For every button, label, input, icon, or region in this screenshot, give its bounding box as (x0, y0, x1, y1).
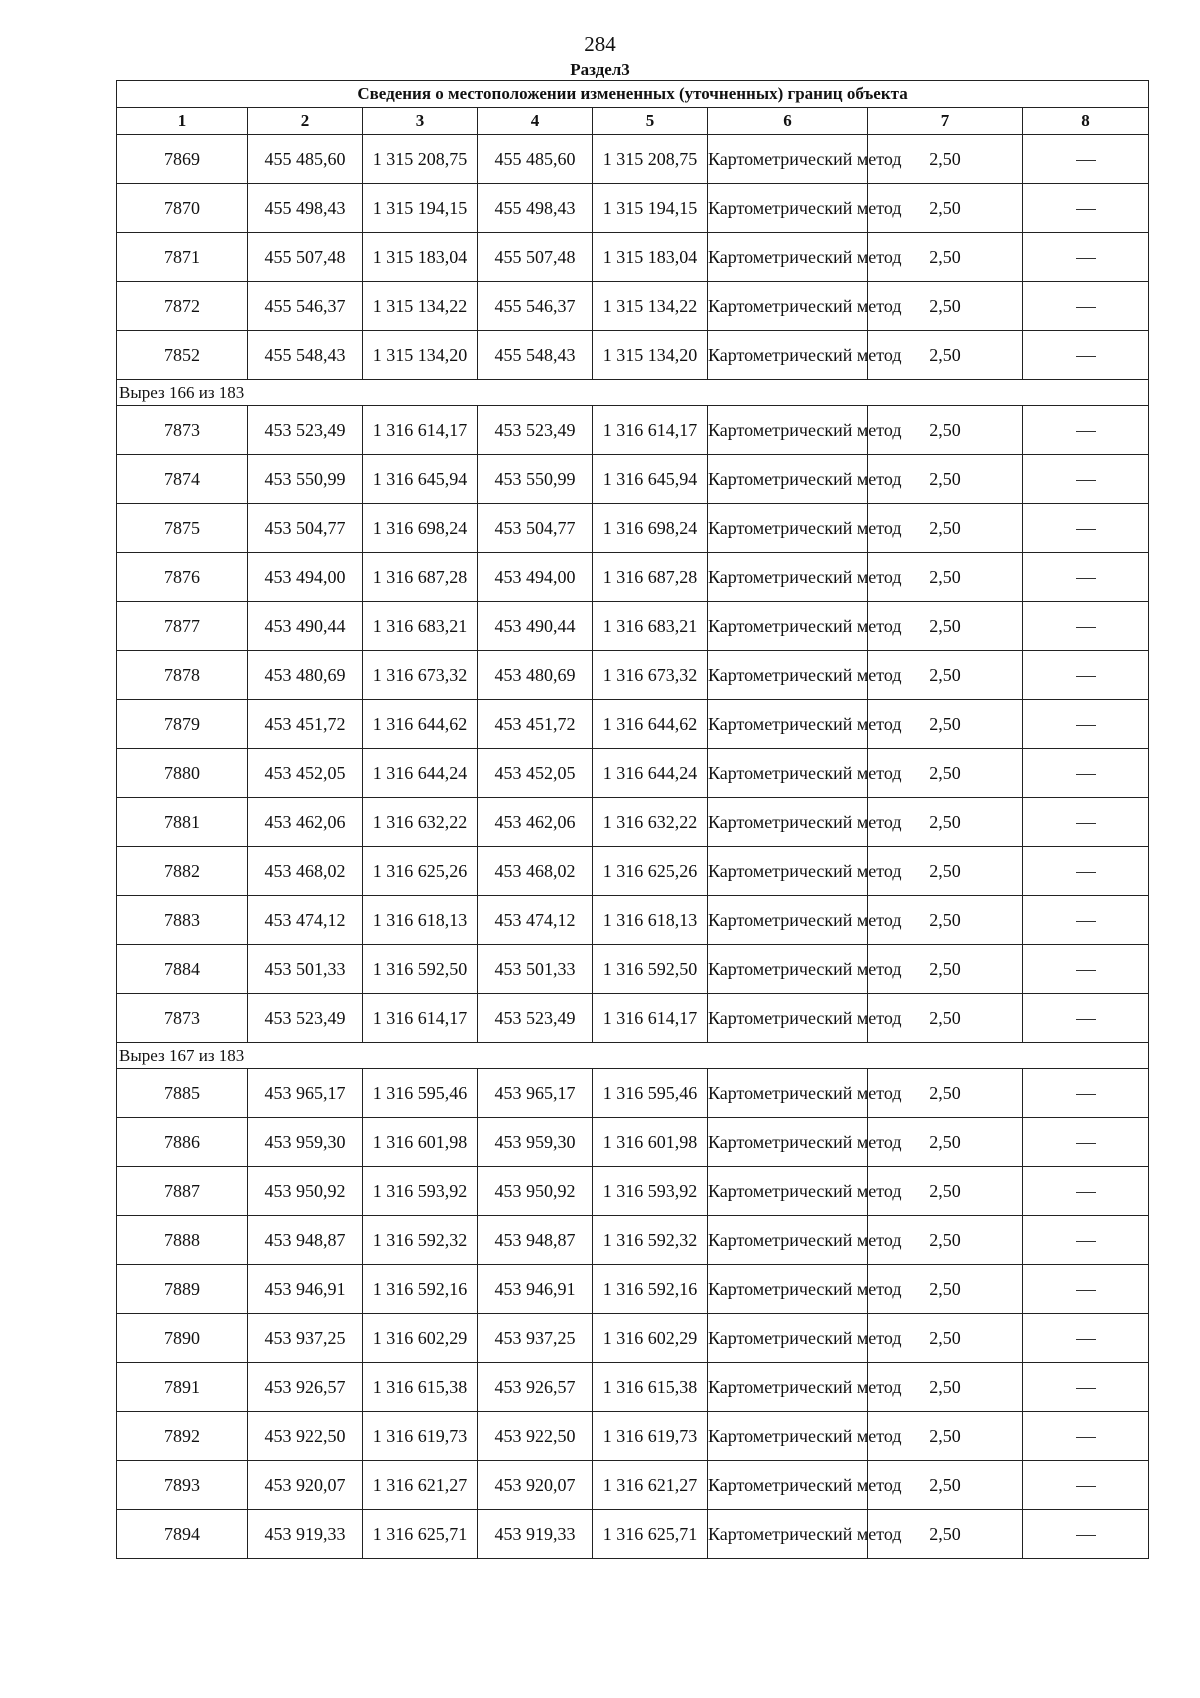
existing-x: 455 498,43 (248, 184, 363, 233)
method: Картометрический метод (708, 1314, 868, 1363)
accuracy: 2,50 (868, 1363, 1023, 1412)
point-id: 7884 (117, 945, 248, 994)
new-y: 1 316 619,73 (593, 1412, 708, 1461)
point-id: 7872 (117, 282, 248, 331)
point-id: 7883 (117, 896, 248, 945)
method: Картометрический метод (708, 1216, 868, 1265)
method: Картометрический метод (708, 651, 868, 700)
column-number: 6 (708, 108, 868, 135)
table-row (117, 602, 1149, 651)
new-y: 1 316 683,21 (593, 602, 708, 651)
empty-cell (1023, 553, 1149, 602)
point-id: 7885 (117, 1069, 248, 1118)
existing-x: 453 946,91 (248, 1265, 363, 1314)
existing-y: 1 316 595,46 (363, 1069, 478, 1118)
dash-mark (1076, 823, 1096, 824)
point-id: 7879 (117, 700, 248, 749)
empty-cell (1023, 700, 1149, 749)
accuracy: 2,50 (868, 1510, 1023, 1559)
table-row (117, 896, 1149, 945)
existing-x: 453 922,50 (248, 1412, 363, 1461)
new-y: 1 316 644,62 (593, 700, 708, 749)
method: Картометрический метод (708, 406, 868, 455)
existing-y: 1 316 619,73 (363, 1412, 478, 1461)
accuracy: 2,50 (868, 184, 1023, 233)
new-x: 453 451,72 (478, 700, 593, 749)
new-y: 1 315 194,15 (593, 184, 708, 233)
method: Картометрический метод (708, 135, 868, 184)
method: Картометрический метод (708, 602, 868, 651)
dash-mark (1076, 1241, 1096, 1242)
new-y: 1 316 614,17 (593, 406, 708, 455)
new-x: 455 498,43 (478, 184, 593, 233)
empty-cell (1023, 994, 1149, 1043)
group-label: Вырез 166 из 183 (117, 380, 1149, 406)
new-x: 453 946,91 (478, 1265, 593, 1314)
dash-mark (1076, 209, 1096, 210)
dash-mark (1076, 627, 1096, 628)
column-number: 3 (363, 108, 478, 135)
accuracy: 2,50 (868, 994, 1023, 1043)
new-x: 453 494,00 (478, 553, 593, 602)
dash-mark (1076, 258, 1096, 259)
empty-cell (1023, 455, 1149, 504)
point-id: 7871 (117, 233, 248, 282)
dash-mark (1076, 970, 1096, 971)
accuracy: 2,50 (868, 651, 1023, 700)
empty-cell (1023, 1216, 1149, 1265)
new-x: 455 507,48 (478, 233, 593, 282)
new-y: 1 316 592,16 (593, 1265, 708, 1314)
existing-x: 453 490,44 (248, 602, 363, 651)
dash-mark (1076, 1143, 1096, 1144)
dash-mark (1076, 356, 1096, 357)
existing-x: 453 965,17 (248, 1069, 363, 1118)
method: Картометрический метод (708, 700, 868, 749)
method: Картометрический метод (708, 1363, 868, 1412)
point-id: 7888 (117, 1216, 248, 1265)
point-id: 7881 (117, 798, 248, 847)
new-x: 453 501,33 (478, 945, 593, 994)
dash-mark (1076, 307, 1096, 308)
method: Картометрический метод (708, 1412, 868, 1461)
point-id: 7878 (117, 651, 248, 700)
column-number: 4 (478, 108, 593, 135)
accuracy: 2,50 (868, 135, 1023, 184)
existing-y: 1 316 644,24 (363, 749, 478, 798)
existing-y: 1 316 592,32 (363, 1216, 478, 1265)
empty-cell (1023, 1069, 1149, 1118)
new-x: 455 548,43 (478, 331, 593, 380)
new-y: 1 316 592,50 (593, 945, 708, 994)
existing-x: 453 523,49 (248, 406, 363, 455)
table-body (117, 81, 1149, 1559)
existing-y: 1 315 134,22 (363, 282, 478, 331)
dash-mark (1076, 725, 1096, 726)
existing-x: 453 523,49 (248, 994, 363, 1043)
new-x: 453 919,33 (478, 1510, 593, 1559)
column-number: 5 (593, 108, 708, 135)
existing-y: 1 316 592,50 (363, 945, 478, 994)
existing-x: 453 462,06 (248, 798, 363, 847)
new-y: 1 315 134,20 (593, 331, 708, 380)
point-id: 7890 (117, 1314, 248, 1363)
method: Картометрический метод (708, 847, 868, 896)
empty-cell (1023, 1167, 1149, 1216)
new-x: 453 523,49 (478, 994, 593, 1043)
dash-mark (1076, 1019, 1096, 1020)
table-row (117, 847, 1149, 896)
existing-y: 1 316 614,17 (363, 406, 478, 455)
new-x: 453 959,30 (478, 1118, 593, 1167)
table-row (117, 184, 1149, 233)
accuracy: 2,50 (868, 945, 1023, 994)
existing-x: 455 507,48 (248, 233, 363, 282)
empty-cell (1023, 1118, 1149, 1167)
table-row (117, 749, 1149, 798)
table-row (117, 945, 1149, 994)
new-y: 1 316 621,27 (593, 1461, 708, 1510)
table-row (117, 1314, 1149, 1363)
point-id: 7873 (117, 406, 248, 455)
point-id: 7852 (117, 331, 248, 380)
existing-y: 1 316 698,24 (363, 504, 478, 553)
accuracy: 2,50 (868, 553, 1023, 602)
table-row (117, 233, 1149, 282)
new-x: 455 485,60 (478, 135, 593, 184)
new-y: 1 316 625,26 (593, 847, 708, 896)
column-number: 2 (248, 108, 363, 135)
accuracy: 2,50 (868, 1216, 1023, 1265)
point-id: 7882 (117, 847, 248, 896)
empty-cell (1023, 331, 1149, 380)
existing-x: 453 926,57 (248, 1363, 363, 1412)
dash-mark (1076, 1192, 1096, 1193)
dash-mark (1076, 1388, 1096, 1389)
accuracy: 2,50 (868, 896, 1023, 945)
existing-x: 453 919,33 (248, 1510, 363, 1559)
table-row (117, 1069, 1149, 1118)
point-id: 7886 (117, 1118, 248, 1167)
new-y: 1 316 687,28 (593, 553, 708, 602)
new-y: 1 315 208,75 (593, 135, 708, 184)
existing-x: 453 948,87 (248, 1216, 363, 1265)
point-id: 7891 (117, 1363, 248, 1412)
method: Картометрический метод (708, 945, 868, 994)
method: Картометрический метод (708, 1167, 868, 1216)
accuracy: 2,50 (868, 331, 1023, 380)
page-number: 284 (584, 32, 616, 56)
accuracy: 2,50 (868, 1461, 1023, 1510)
dash-mark (1076, 1290, 1096, 1291)
method: Картометрический метод (708, 798, 868, 847)
coordinates-table (116, 80, 1149, 1559)
table-row (117, 1510, 1149, 1559)
empty-cell (1023, 1265, 1149, 1314)
existing-y: 1 316 687,28 (363, 553, 478, 602)
dash-mark (1076, 578, 1096, 579)
dash-mark (1076, 1339, 1096, 1340)
method: Картометрический метод (708, 1510, 868, 1559)
existing-y: 1 316 645,94 (363, 455, 478, 504)
existing-x: 453 452,05 (248, 749, 363, 798)
existing-y: 1 315 194,15 (363, 184, 478, 233)
existing-x: 453 937,25 (248, 1314, 363, 1363)
table-row (117, 1412, 1149, 1461)
dash-mark (1076, 921, 1096, 922)
new-x: 453 965,17 (478, 1069, 593, 1118)
method: Картометрический метод (708, 455, 868, 504)
table-row (117, 282, 1149, 331)
point-id: 7893 (117, 1461, 248, 1510)
existing-x: 453 504,77 (248, 504, 363, 553)
existing-x: 453 480,69 (248, 651, 363, 700)
new-x: 455 546,37 (478, 282, 593, 331)
dash-mark (1076, 774, 1096, 775)
existing-x: 455 548,43 (248, 331, 363, 380)
empty-cell (1023, 749, 1149, 798)
method: Картометрический метод (708, 282, 868, 331)
group-header-row (117, 1043, 1149, 1069)
new-y: 1 316 593,92 (593, 1167, 708, 1216)
empty-cell (1023, 1314, 1149, 1363)
existing-y: 1 316 592,16 (363, 1265, 478, 1314)
accuracy: 2,50 (868, 1314, 1023, 1363)
point-id: 7870 (117, 184, 248, 233)
table-caption-row (117, 81, 1149, 108)
existing-x: 453 950,92 (248, 1167, 363, 1216)
existing-x: 453 550,99 (248, 455, 363, 504)
empty-cell (1023, 406, 1149, 455)
empty-cell (1023, 504, 1149, 553)
dash-mark (1076, 1437, 1096, 1438)
new-x: 453 490,44 (478, 602, 593, 651)
new-x: 453 948,87 (478, 1216, 593, 1265)
dash-mark (1076, 1486, 1096, 1487)
empty-cell (1023, 798, 1149, 847)
empty-cell (1023, 945, 1149, 994)
new-y: 1 316 618,13 (593, 896, 708, 945)
new-y: 1 316 614,17 (593, 994, 708, 1043)
accuracy: 2,50 (868, 1069, 1023, 1118)
dash-mark (1076, 872, 1096, 873)
dash-mark (1076, 676, 1096, 677)
existing-y: 1 315 183,04 (363, 233, 478, 282)
new-y: 1 316 602,29 (593, 1314, 708, 1363)
accuracy: 2,50 (868, 847, 1023, 896)
existing-x: 455 485,60 (248, 135, 363, 184)
new-x: 453 937,25 (478, 1314, 593, 1363)
existing-x: 453 474,12 (248, 896, 363, 945)
existing-x: 455 546,37 (248, 282, 363, 331)
accuracy: 2,50 (868, 1118, 1023, 1167)
new-x: 453 504,77 (478, 504, 593, 553)
existing-x: 453 451,72 (248, 700, 363, 749)
new-y: 1 316 615,38 (593, 1363, 708, 1412)
accuracy: 2,50 (868, 749, 1023, 798)
new-y: 1 316 644,24 (593, 749, 708, 798)
existing-y: 1 316 602,29 (363, 1314, 478, 1363)
new-y: 1 316 698,24 (593, 504, 708, 553)
accuracy: 2,50 (868, 1412, 1023, 1461)
new-x: 453 523,49 (478, 406, 593, 455)
existing-y: 1 315 134,20 (363, 331, 478, 380)
existing-x: 453 959,30 (248, 1118, 363, 1167)
table-row (117, 406, 1149, 455)
empty-cell (1023, 1461, 1149, 1510)
table-row (117, 1461, 1149, 1510)
new-x: 453 922,50 (478, 1412, 593, 1461)
point-id: 7869 (117, 135, 248, 184)
table-row (117, 504, 1149, 553)
point-id: 7876 (117, 553, 248, 602)
dash-mark (1076, 160, 1096, 161)
dash-mark (1076, 1094, 1096, 1095)
new-y: 1 316 632,22 (593, 798, 708, 847)
empty-cell (1023, 282, 1149, 331)
existing-y: 1 316 632,22 (363, 798, 478, 847)
point-id: 7874 (117, 455, 248, 504)
table-row (117, 553, 1149, 602)
new-x: 453 468,02 (478, 847, 593, 896)
new-x: 453 920,07 (478, 1461, 593, 1510)
existing-y: 1 316 618,13 (363, 896, 478, 945)
table-row (117, 1363, 1149, 1412)
new-x: 453 452,05 (478, 749, 593, 798)
existing-y: 1 316 625,26 (363, 847, 478, 896)
table-row (117, 1167, 1149, 1216)
empty-cell (1023, 1363, 1149, 1412)
method: Картометрический метод (708, 504, 868, 553)
accuracy: 2,50 (868, 700, 1023, 749)
new-y: 1 315 134,22 (593, 282, 708, 331)
new-x: 453 950,92 (478, 1167, 593, 1216)
table-row (117, 135, 1149, 184)
existing-y: 1 316 625,71 (363, 1510, 478, 1559)
empty-cell (1023, 602, 1149, 651)
method: Картометрический метод (708, 749, 868, 798)
empty-cell (1023, 135, 1149, 184)
section-title: Раздел3 (570, 60, 630, 79)
new-y: 1 316 595,46 (593, 1069, 708, 1118)
method: Картометрический метод (708, 331, 868, 380)
empty-cell (1023, 1510, 1149, 1559)
empty-cell (1023, 896, 1149, 945)
accuracy: 2,50 (868, 455, 1023, 504)
existing-y: 1 316 673,32 (363, 651, 478, 700)
existing-y: 1 316 593,92 (363, 1167, 478, 1216)
point-id: 7875 (117, 504, 248, 553)
existing-x: 453 468,02 (248, 847, 363, 896)
existing-x: 453 501,33 (248, 945, 363, 994)
new-x: 453 926,57 (478, 1363, 593, 1412)
method: Картометрический метод (708, 1461, 868, 1510)
existing-x: 453 494,00 (248, 553, 363, 602)
accuracy: 2,50 (868, 504, 1023, 553)
new-x: 453 462,06 (478, 798, 593, 847)
new-y: 1 316 673,32 (593, 651, 708, 700)
dash-mark (1076, 1535, 1096, 1536)
existing-y: 1 316 614,17 (363, 994, 478, 1043)
table-caption: Сведения о местоположении измененных (уточненных) границ объекта (117, 81, 1149, 108)
empty-cell (1023, 184, 1149, 233)
point-id: 7880 (117, 749, 248, 798)
empty-cell (1023, 1412, 1149, 1461)
table-row (117, 651, 1149, 700)
existing-y: 1 316 621,27 (363, 1461, 478, 1510)
method: Картометрический метод (708, 896, 868, 945)
existing-y: 1 316 615,38 (363, 1363, 478, 1412)
point-id: 7889 (117, 1265, 248, 1314)
table-row (117, 455, 1149, 504)
table-row (117, 700, 1149, 749)
point-id: 7877 (117, 602, 248, 651)
dash-mark (1076, 529, 1096, 530)
empty-cell (1023, 233, 1149, 282)
dash-mark (1076, 431, 1096, 432)
existing-x: 453 920,07 (248, 1461, 363, 1510)
group-header-row (117, 380, 1149, 406)
dash-mark (1076, 480, 1096, 481)
existing-y: 1 316 601,98 (363, 1118, 478, 1167)
table-row (117, 1118, 1149, 1167)
column-number: 1 (117, 108, 248, 135)
point-id: 7892 (117, 1412, 248, 1461)
group-label: Вырез 167 из 183 (117, 1043, 1149, 1069)
method: Картометрический метод (708, 553, 868, 602)
new-y: 1 316 625,71 (593, 1510, 708, 1559)
column-number: 7 (868, 108, 1023, 135)
empty-cell (1023, 847, 1149, 896)
table-row (117, 994, 1149, 1043)
new-x: 453 474,12 (478, 896, 593, 945)
point-id: 7887 (117, 1167, 248, 1216)
accuracy: 2,50 (868, 798, 1023, 847)
table-row (117, 798, 1149, 847)
new-y: 1 316 592,32 (593, 1216, 708, 1265)
point-id: 7873 (117, 994, 248, 1043)
table-row (117, 1216, 1149, 1265)
existing-y: 1 316 644,62 (363, 700, 478, 749)
new-y: 1 315 183,04 (593, 233, 708, 282)
method: Картометрический метод (708, 184, 868, 233)
accuracy: 2,50 (868, 406, 1023, 455)
accuracy: 2,50 (868, 233, 1023, 282)
table-row (117, 1265, 1149, 1314)
point-id: 7894 (117, 1510, 248, 1559)
accuracy: 2,50 (868, 1167, 1023, 1216)
table-row (117, 331, 1149, 380)
method: Картометрический метод (708, 1118, 868, 1167)
accuracy: 2,50 (868, 282, 1023, 331)
method: Картометрический метод (708, 1265, 868, 1314)
new-x: 453 550,99 (478, 455, 593, 504)
new-y: 1 316 645,94 (593, 455, 708, 504)
accuracy: 2,50 (868, 602, 1023, 651)
existing-y: 1 315 208,75 (363, 135, 478, 184)
accuracy: 2,50 (868, 1265, 1023, 1314)
empty-cell (1023, 651, 1149, 700)
new-y: 1 316 601,98 (593, 1118, 708, 1167)
method: Картометрический метод (708, 1069, 868, 1118)
new-x: 453 480,69 (478, 651, 593, 700)
method: Картометрический метод (708, 233, 868, 282)
column-number-row (117, 108, 1149, 135)
method: Картометрический метод (708, 994, 868, 1043)
existing-y: 1 316 683,21 (363, 602, 478, 651)
column-number: 8 (1023, 108, 1149, 135)
